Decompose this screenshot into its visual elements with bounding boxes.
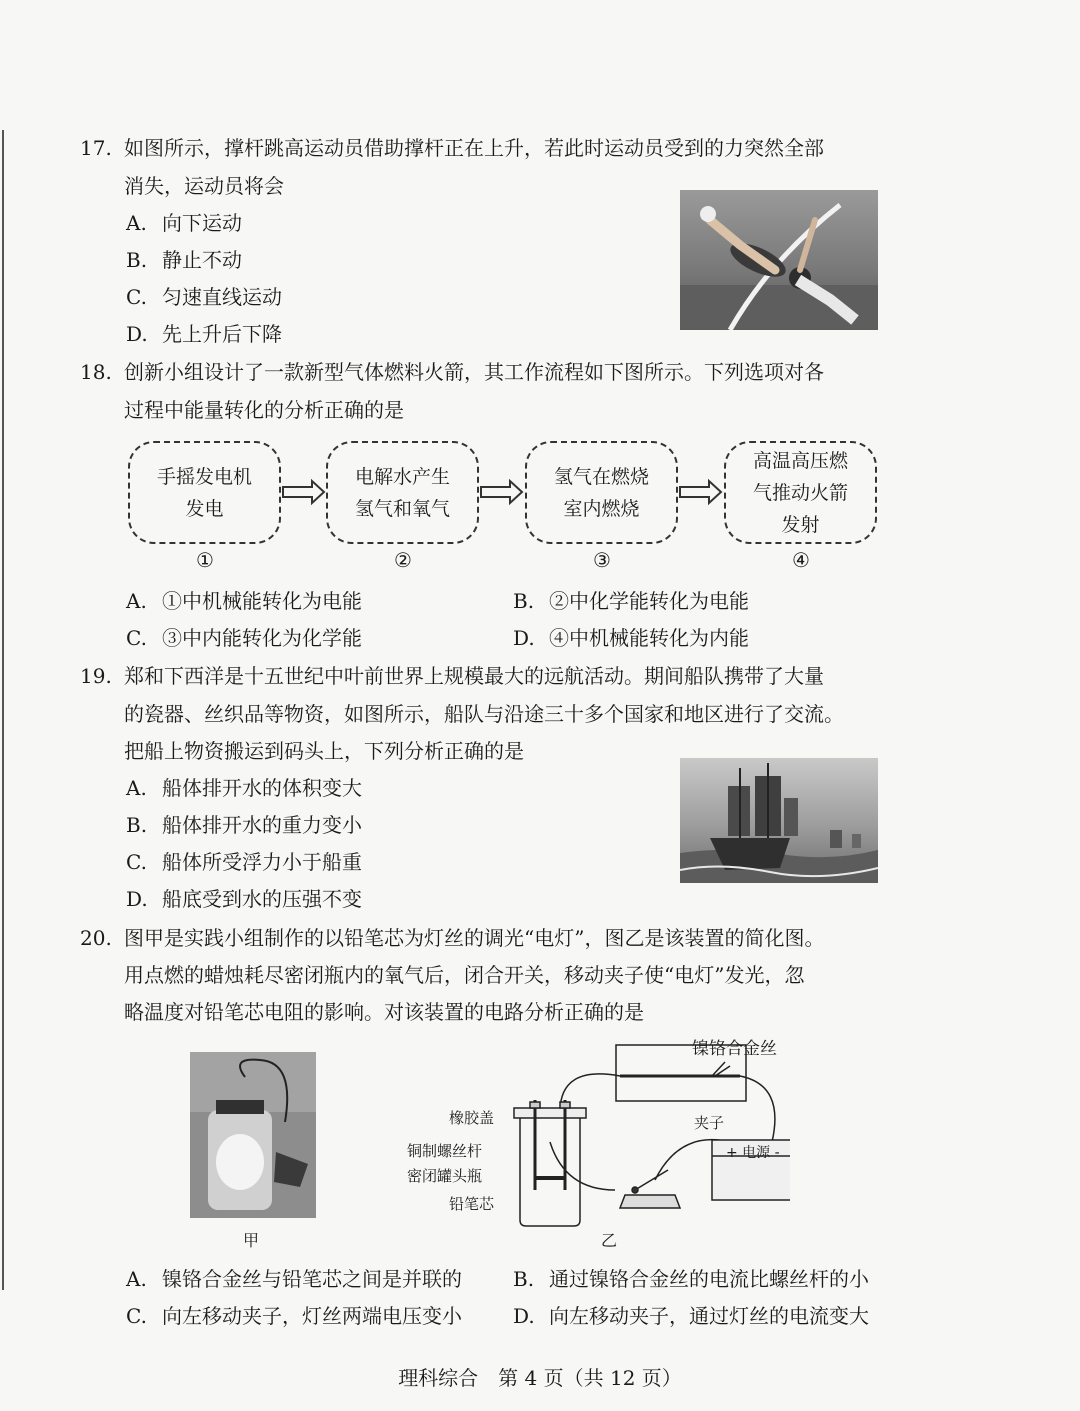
treasure-ship-photo [680, 758, 878, 883]
sealed-jar-label: 密闭罐头瓶 [407, 1167, 483, 1185]
question-text: 创新小组设计了一款新型气体燃料火箭，其工作流程如下图所示。下列选项对各 [124, 360, 824, 384]
flow-step-4: 高温高压燃 气推动火箭 发射 [724, 441, 877, 544]
rubber-cap-label: 橡胶盖 [449, 1109, 495, 1127]
figure-yi-label: 乙 [601, 1231, 618, 1250]
option-c[interactable]: C. ③中内能转化为化学能 [126, 626, 362, 650]
option-d[interactable]: D. 船底受到水的压强不变 [126, 887, 362, 911]
jar-lamp-photo [190, 1052, 316, 1218]
question-text: 如图所示，撑杆跳高运动员借助撑杆正在上升，若此时运动员受到的力突然全部 [124, 136, 824, 160]
question-number: 18. [80, 360, 112, 384]
alloy-wire-label: 镍铬合金丝 [692, 1039, 777, 1059]
clip-label: 夹子 [694, 1114, 725, 1132]
question-text: 郑和下西洋是十五世纪中叶前世界上规模最大的远航活动。期间船队携带了大量 [124, 664, 824, 688]
option-a[interactable]: A. 向下运动 [126, 211, 242, 235]
flow-step-2: 电解水产生 氢气和氧气 [326, 441, 479, 544]
option-a[interactable]: A. 镍铬合金丝与铅笔芯之间是并联的 [126, 1267, 462, 1291]
question-text: 图甲是实践小组制作的以铅笔芯为灯丝的调光“电灯”，图乙是该装置的简化图。 [124, 926, 825, 950]
figure-jia-label: 甲 [243, 1231, 260, 1250]
option-b[interactable]: B. ②中化学能转化为电能 [513, 589, 749, 613]
option-b[interactable]: B. 船体排开水的重力变小 [126, 813, 362, 837]
question-number: 20. [80, 926, 112, 950]
option-c[interactable]: C. 船体所受浮力小于船重 [126, 850, 362, 874]
option-c[interactable]: C. 匀速直线运动 [126, 285, 282, 309]
power-source-label: + 电源 - [726, 1145, 780, 1161]
question-number: 17. [80, 136, 112, 160]
question-text: 过程中能量转化的分析正确的是 [124, 398, 404, 422]
option-d[interactable]: D. 先上升后下降 [126, 322, 282, 346]
flow-step-1: 手摇发电机 发电 [128, 441, 281, 544]
question-text: 的瓷器、丝织品等物资，如图所示，船队与沿途三十多个国家和地区进行了交流。 [124, 702, 844, 726]
flow-step-3: 氢气在燃烧 室内燃烧 [525, 441, 678, 544]
option-b[interactable]: B. 通过镍铬合金丝的电流比螺丝杆的小 [513, 1267, 869, 1291]
question-text: 略温度对铅笔芯电阻的影响。对该装置的电路分析正确的是 [124, 1000, 644, 1024]
flow-arrows [0, 0, 1080, 600]
option-a[interactable]: A. ①中机械能转化为电能 [126, 589, 362, 613]
question-text: 把船上物资搬运到码头上，下列分析正确的是 [124, 739, 524, 763]
flow-mark-1: ① [196, 548, 214, 572]
question-text: 用点燃的蜡烛耗尽密闭瓶内的氧气后，闭合开关，移动夹子使“电灯”发光，忽 [124, 963, 805, 987]
question-text: 消失，运动员将会 [124, 174, 284, 198]
question-number: 19. [80, 664, 112, 688]
option-a[interactable]: A. 船体排开水的体积变大 [126, 776, 362, 800]
flow-mark-2: ② [394, 548, 412, 572]
flow-mark-4: ④ [792, 548, 810, 572]
option-d[interactable]: D. ④中机械能转化为内能 [513, 626, 749, 650]
pencil-core-label: 铅笔芯 [449, 1195, 495, 1213]
copper-rod-label: 铜制螺丝杆 [407, 1142, 483, 1160]
option-b[interactable]: B. 静止不动 [126, 248, 242, 272]
option-d[interactable]: D. 向左移动夹子，通过灯丝的电流变大 [513, 1304, 869, 1328]
flow-mark-3: ③ [593, 548, 611, 572]
page-footer: 理科综合 第 4 页（共 12 页） [398, 1366, 682, 1390]
option-c[interactable]: C. 向左移动夹子，灯丝两端电压变小 [126, 1304, 462, 1328]
